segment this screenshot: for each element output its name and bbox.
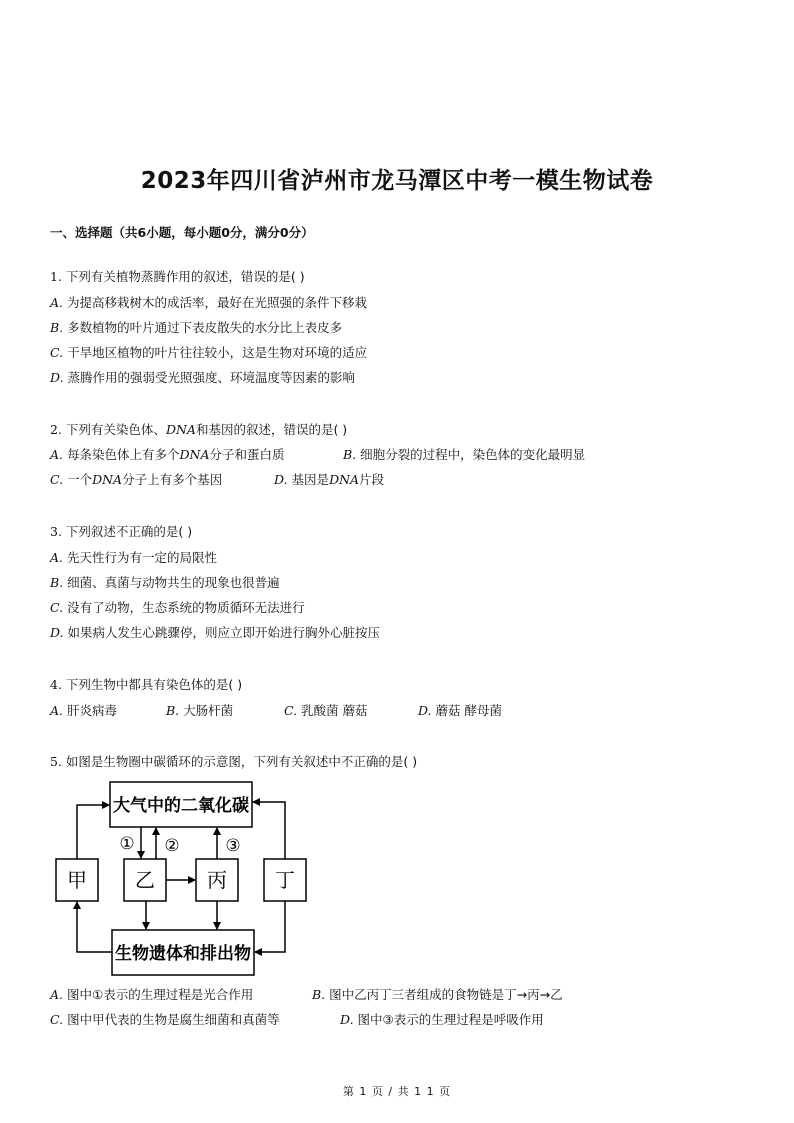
option-text: 肝炎病毒 [67, 703, 118, 718]
question-text: 下列生物中都具有染色体的是( ) [65, 677, 243, 692]
option-text: 分子上有多个基因 [122, 472, 223, 487]
arrow-ding-to-atmosphere [253, 802, 285, 859]
q4-option-b [166, 702, 233, 720]
q1-option-c [50, 344, 367, 362]
page-title: 2023年四川省泸州市龙马潭区中考一模生物试卷 [140, 168, 654, 194]
arrow-jia-to-atmosphere [77, 805, 109, 859]
option-text: 乳酸菌 蘑菇 [301, 703, 368, 718]
dna-term: DNA [329, 472, 360, 487]
option-letter: D. [340, 1012, 354, 1027]
dna-term: DNA [179, 447, 210, 462]
option-letter: B. [50, 575, 64, 590]
q3-option-c [50, 599, 305, 617]
q5-option-b [312, 986, 563, 1004]
option-letter: C. [284, 703, 298, 718]
option-letter: C. [50, 345, 64, 360]
question-number: 1. [50, 269, 62, 284]
option-text: 为提高移栽树木的成活率，最好在光照强的条件下移栽 [67, 295, 368, 310]
option-letter: C. [50, 1012, 64, 1027]
q5-option-a [50, 986, 253, 1004]
q1-option-b [50, 319, 342, 337]
option-text: 基因是 [291, 472, 330, 487]
question-3-stem [50, 523, 192, 541]
option-letter: A. [50, 550, 64, 565]
option-text: 细菌、真菌与动物共生的现象也很普遍 [67, 575, 280, 590]
option-letter: D. [418, 703, 432, 718]
option-text: 蘑菇 酵母菌 [435, 703, 503, 718]
option-text: 如果病人发生心跳骤停，则应立即开始进行胸外心脏按压 [67, 625, 381, 640]
q2-option-a [50, 446, 285, 464]
option-letter: B. [343, 447, 357, 462]
q1-option-a [50, 294, 367, 312]
arrow-remains-to-jia [77, 902, 112, 952]
page-footer: 第 1 页 / 共 1 1 页 [342, 1085, 452, 1098]
option-text: 图中①表示的生理过程是光合作用 [67, 987, 254, 1002]
question-number: 5. [50, 754, 62, 769]
marker-1: ① [119, 834, 135, 854]
option-letter: D. [274, 472, 288, 487]
option-text: 图中甲代表的生物是腐生细菌和真菌等 [67, 1012, 280, 1027]
option-text: 图中③表示的生理过程是呼吸作用 [357, 1012, 544, 1027]
option-letter: A. [50, 703, 64, 718]
remains-label: 生物遗体和排出物 [115, 944, 251, 964]
option-text: 先天性行为有一定的局限性 [67, 550, 218, 565]
option-text: 多数植物的叶片通过下表皮散失的水分比上表皮多 [67, 320, 343, 335]
question-1-stem [50, 268, 305, 286]
option-letter: B. [166, 703, 180, 718]
option-letter: C. [50, 600, 64, 615]
option-letter: A. [50, 295, 64, 310]
arrow-ding-to-remains [255, 901, 285, 952]
marker-2: ② [164, 836, 180, 856]
atmosphere-co2-label: 大气中的二氧化碳 [113, 796, 249, 816]
option-letter: B. [50, 320, 64, 335]
section-heading: 一、选择题（共6小题，每小题0分，满分0分） [50, 225, 314, 240]
option-text: 大肠杆菌 [183, 703, 234, 718]
option-text: 细胞分裂的过程中，染色体的变化最明显 [360, 447, 586, 462]
q4-option-c [284, 702, 368, 720]
dna-term: DNA [165, 422, 196, 437]
option-text: 图中乙丙丁三者组成的食物链是丁→丙→乙 [329, 987, 563, 1002]
q2-option-d [274, 471, 384, 489]
option-text: 片段 [359, 472, 385, 487]
question-text: 下列叙述不正确的是( ) [65, 524, 193, 539]
ding-label: 丁 [275, 868, 295, 892]
question-2-stem [50, 421, 347, 439]
option-text: 蒸腾作用的强弱受光照强度、环境温度等因素的影响 [67, 370, 356, 385]
yi-label: 乙 [135, 868, 155, 892]
question-text-part: 下列有关染色体、 [65, 422, 166, 437]
question-text: 下列有关植物蒸腾作用的叙述，错误的是( ) [65, 269, 305, 284]
q5-option-c [50, 1011, 280, 1029]
q3-option-a [50, 549, 217, 567]
option-text: 分子和蛋白质 [209, 447, 285, 462]
q1-option-d [50, 369, 355, 387]
option-letter: C. [50, 472, 64, 487]
option-text: 一个 [67, 472, 93, 487]
question-number: 4. [50, 677, 62, 692]
q5-option-d [340, 1011, 544, 1029]
q4-option-d [418, 702, 502, 720]
question-4-stem [50, 676, 242, 694]
question-number: 3. [50, 524, 62, 539]
carbon-cycle-diagram [50, 780, 310, 980]
option-text: 每条染色体上有多个 [67, 447, 180, 462]
bing-label: 丙 [207, 868, 227, 892]
jia-label: 甲 [67, 868, 87, 892]
option-letter: D. [50, 625, 64, 640]
q2-option-c [50, 471, 222, 489]
option-letter: A. [50, 447, 64, 462]
option-text: 没有了动物，生态系统的物质循环无法进行 [67, 600, 305, 615]
question-number: 2. [50, 422, 62, 437]
dna-term: DNA [92, 472, 123, 487]
question-text: 如图是生物圈中碳循环的示意图，下列有关叙述中不正确的是( ) [65, 754, 418, 769]
question-text-part: 和基因的叙述，错误的是( ) [195, 422, 348, 437]
marker-3: ③ [225, 836, 241, 856]
q3-option-b [50, 574, 280, 592]
q4-option-a [50, 702, 117, 720]
option-text: 干旱地区植物的叶片往往较小，这是生物对环境的适应 [67, 345, 368, 360]
option-letter: A. [50, 987, 64, 1002]
question-5-stem [50, 753, 417, 771]
option-letter: B. [312, 987, 326, 1002]
q2-option-b [343, 446, 585, 464]
option-letter: D. [50, 370, 64, 385]
q3-option-d [50, 624, 380, 642]
